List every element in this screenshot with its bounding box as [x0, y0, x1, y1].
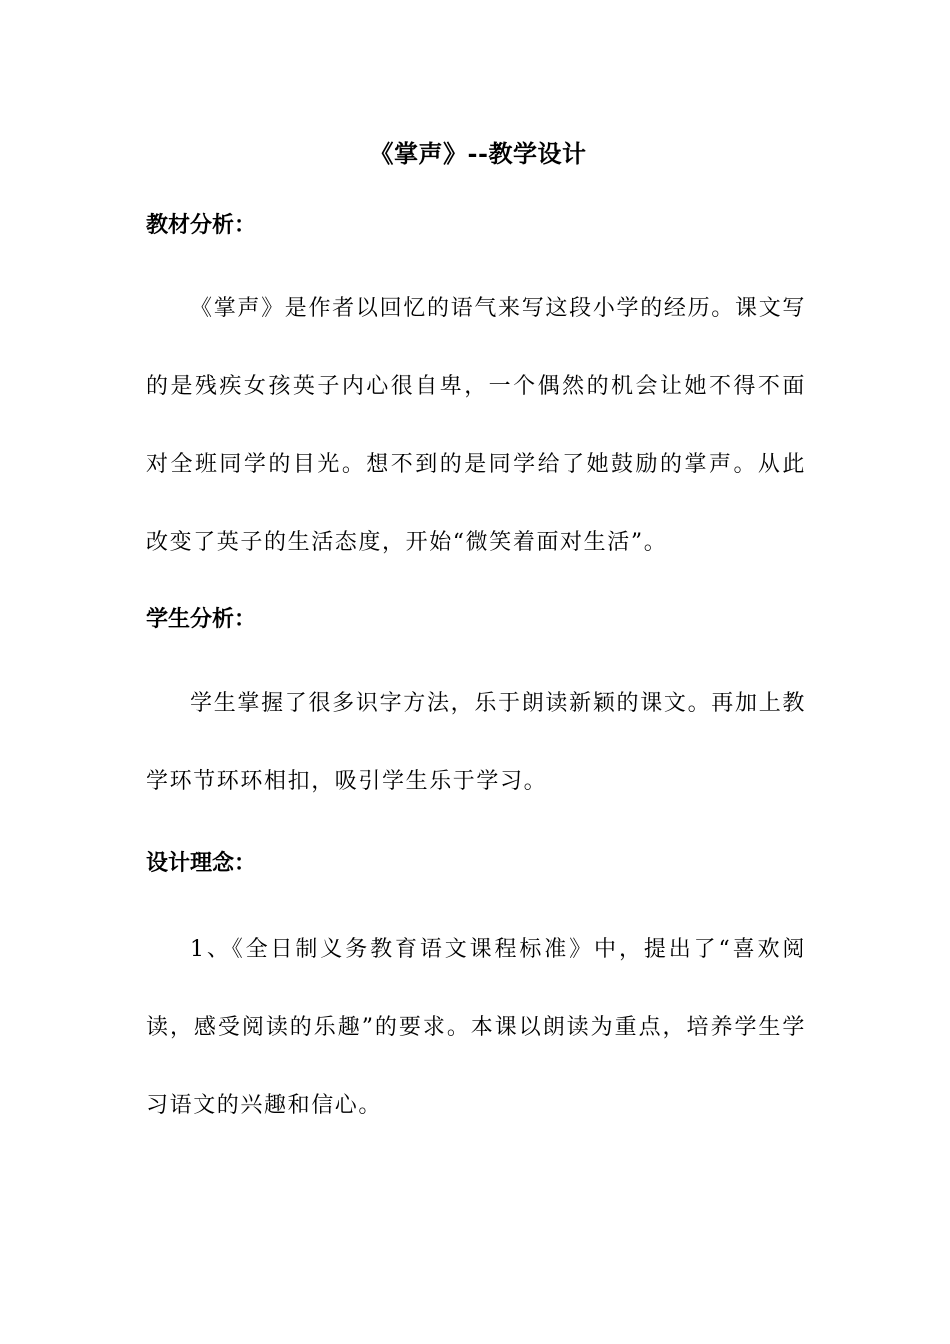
document-title: 《掌声》--教学设计: [369, 139, 587, 168]
section-paragraph-student-analysis: 学生掌握了很多识字方法，乐于朗读新颖的课文。再加上教学环节环环相扣，吸引学生乐于学习。: [146, 691, 806, 794]
section-paragraph-design-concept: 1、《全日制义务教育语文课程标准》中，提出了“喜欢阅读，感受阅读的乐趣”的要求。本课以朗读为重点，培养学生学习语文的兴趣和信心。: [146, 937, 806, 1118]
section-heading-student-analysis: 学生分析：: [146, 606, 257, 632]
section-heading-textbook-analysis: 教材分析：: [146, 212, 257, 238]
section-heading-design-concept: 设计理念：: [146, 850, 257, 876]
section-paragraph-textbook-analysis: 《掌声》是作者以回忆的语气来写这段小学的经历。课文写的是残疾女孩英子内心很自卑，一个偶然的机会让她不得不面对全班同学的目光。想不到的是同学给了她鼓励的掌声。从此改变了英子的生活态度，开始“微笑着面对生活”。: [146, 296, 806, 555]
